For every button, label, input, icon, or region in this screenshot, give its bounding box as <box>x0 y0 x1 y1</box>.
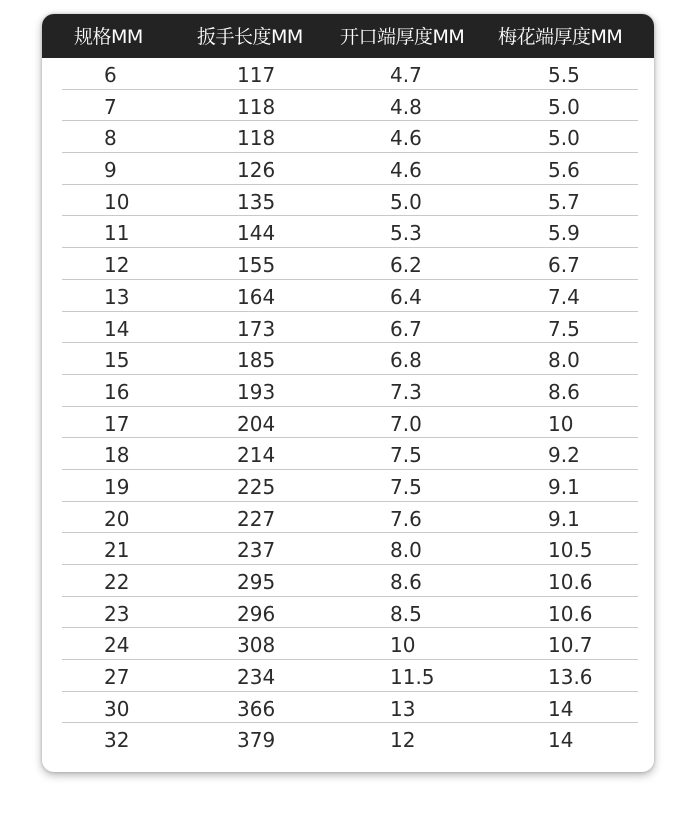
cell-wrench-length: 117 <box>237 63 276 87</box>
cell-open-end-thickness: 8.6 <box>390 570 422 594</box>
cell-box-end-thickness: 5.0 <box>548 126 580 151</box>
table-row <box>42 185 654 217</box>
table-row <box>42 565 654 597</box>
header-open-end-thickness: 开口端厚度MM <box>340 26 465 48</box>
cell-open-end-thickness: 5.0 <box>390 189 422 214</box>
table-row <box>42 723 654 755</box>
cell-open-end-thickness: 4.7 <box>390 63 422 87</box>
header-box-end-thickness: 梅花端厚度MM <box>498 26 623 48</box>
cell-box-end-thickness: 5.5 <box>548 63 580 87</box>
cell-wrench-length: 379 <box>237 728 276 753</box>
cell-open-end-thickness: 12 <box>390 728 416 753</box>
cell-size: 9 <box>104 158 117 183</box>
cell-wrench-length: 135 <box>237 189 276 214</box>
cell-box-end-thickness: 5.6 <box>548 158 580 183</box>
cell-open-end-thickness: 8.0 <box>390 538 422 563</box>
table-row <box>42 692 654 724</box>
cell-wrench-length: 155 <box>237 253 276 278</box>
table-row <box>42 248 654 280</box>
table-row <box>42 90 654 122</box>
spec-table-card <box>42 14 654 772</box>
cell-wrench-length: 366 <box>237 696 276 721</box>
cell-size: 6 <box>104 63 117 87</box>
cell-size: 22 <box>104 570 130 594</box>
cell-wrench-length: 193 <box>237 379 276 404</box>
cell-box-end-thickness: 9.1 <box>548 474 580 499</box>
cell-wrench-length: 295 <box>237 570 276 594</box>
cell-box-end-thickness: 6.7 <box>548 253 580 278</box>
cell-wrench-length: 204 <box>237 411 276 436</box>
cell-open-end-thickness: 13 <box>390 696 416 721</box>
table-row <box>42 407 654 439</box>
cell-open-end-thickness: 10 <box>390 633 416 658</box>
cell-wrench-length: 126 <box>237 158 276 183</box>
table-row <box>42 216 654 248</box>
cell-open-end-thickness: 5.3 <box>390 221 422 246</box>
cell-wrench-length: 234 <box>237 665 276 690</box>
cell-open-end-thickness: 7.5 <box>390 474 422 499</box>
cell-open-end-thickness: 6.4 <box>390 284 422 309</box>
cell-size: 23 <box>104 601 130 626</box>
cell-box-end-thickness: 10.6 <box>548 570 593 594</box>
cell-open-end-thickness: 4.6 <box>390 158 422 183</box>
cell-wrench-length: 308 <box>237 633 276 658</box>
table-row <box>42 343 654 375</box>
cell-size: 12 <box>104 253 130 278</box>
cell-box-end-thickness: 9.2 <box>548 443 580 468</box>
cell-size: 10 <box>104 189 130 214</box>
cell-wrench-length: 237 <box>237 538 276 563</box>
table-row <box>42 597 654 629</box>
header-size: 规格MM <box>74 26 143 48</box>
cell-open-end-thickness: 11.5 <box>390 665 435 690</box>
table-row <box>42 375 654 407</box>
cell-size: 30 <box>104 696 130 721</box>
cell-wrench-length: 214 <box>237 443 276 468</box>
cell-wrench-length: 164 <box>237 284 276 309</box>
cell-size: 32 <box>104 728 130 753</box>
cell-size: 15 <box>104 348 130 373</box>
cell-wrench-length: 118 <box>237 126 276 151</box>
cell-size: 21 <box>104 538 130 563</box>
cell-box-end-thickness: 7.5 <box>548 316 580 341</box>
table-body <box>42 58 654 755</box>
cell-open-end-thickness: 6.7 <box>390 316 422 341</box>
cell-size: 14 <box>104 316 130 341</box>
cell-size: 24 <box>104 633 130 658</box>
table-header <box>42 14 654 58</box>
cell-open-end-thickness: 6.8 <box>390 348 422 373</box>
cell-size: 8 <box>104 126 117 151</box>
cell-box-end-thickness: 7.4 <box>548 284 580 309</box>
cell-size: 13 <box>104 284 130 309</box>
table-row <box>42 502 654 534</box>
table-row <box>42 470 654 502</box>
cell-open-end-thickness: 6.2 <box>390 253 422 278</box>
cell-open-end-thickness: 7.5 <box>390 443 422 468</box>
cell-open-end-thickness: 8.5 <box>390 601 422 626</box>
cell-box-end-thickness: 8.6 <box>548 379 580 404</box>
cell-size: 7 <box>104 94 117 119</box>
cell-open-end-thickness: 7.6 <box>390 506 422 531</box>
cell-open-end-thickness: 7.3 <box>390 379 422 404</box>
cell-wrench-length: 118 <box>237 94 276 119</box>
cell-size: 11 <box>104 221 130 246</box>
cell-box-end-thickness: 10 <box>548 411 574 436</box>
cell-box-end-thickness: 14 <box>548 696 574 721</box>
cell-open-end-thickness: 4.6 <box>390 126 422 151</box>
cell-box-end-thickness: 9.1 <box>548 506 580 531</box>
cell-wrench-length: 225 <box>237 474 276 499</box>
cell-wrench-length: 144 <box>237 221 276 246</box>
table-row <box>42 280 654 312</box>
cell-box-end-thickness: 5.7 <box>548 189 580 214</box>
cell-box-end-thickness: 10.7 <box>548 633 593 658</box>
table-row <box>42 121 654 153</box>
cell-size: 16 <box>104 379 130 404</box>
table-row <box>42 533 654 565</box>
cell-box-end-thickness: 14 <box>548 728 574 753</box>
cell-box-end-thickness: 10.5 <box>548 538 593 563</box>
cell-wrench-length: 296 <box>237 601 276 626</box>
cell-wrench-length: 173 <box>237 316 276 341</box>
cell-size: 20 <box>104 506 130 531</box>
cell-box-end-thickness: 10.6 <box>548 601 593 626</box>
cell-size: 19 <box>104 474 130 499</box>
table-row <box>42 660 654 692</box>
table-row <box>42 312 654 344</box>
table-row <box>42 438 654 470</box>
cell-box-end-thickness: 5.9 <box>548 221 580 246</box>
cell-size: 18 <box>104 443 130 468</box>
table-row <box>42 153 654 185</box>
cell-size: 17 <box>104 411 130 436</box>
cell-size: 27 <box>104 665 130 690</box>
cell-box-end-thickness: 8.0 <box>548 348 580 373</box>
table-row <box>42 58 654 90</box>
cell-open-end-thickness: 4.8 <box>390 94 422 119</box>
cell-wrench-length: 227 <box>237 506 276 531</box>
header-wrench-length: 扳手长度MM <box>197 26 303 48</box>
cell-wrench-length: 185 <box>237 348 276 373</box>
table-row <box>42 628 654 660</box>
cell-open-end-thickness: 7.0 <box>390 411 422 436</box>
cell-box-end-thickness: 13.6 <box>548 665 593 690</box>
cell-box-end-thickness: 5.0 <box>548 94 580 119</box>
